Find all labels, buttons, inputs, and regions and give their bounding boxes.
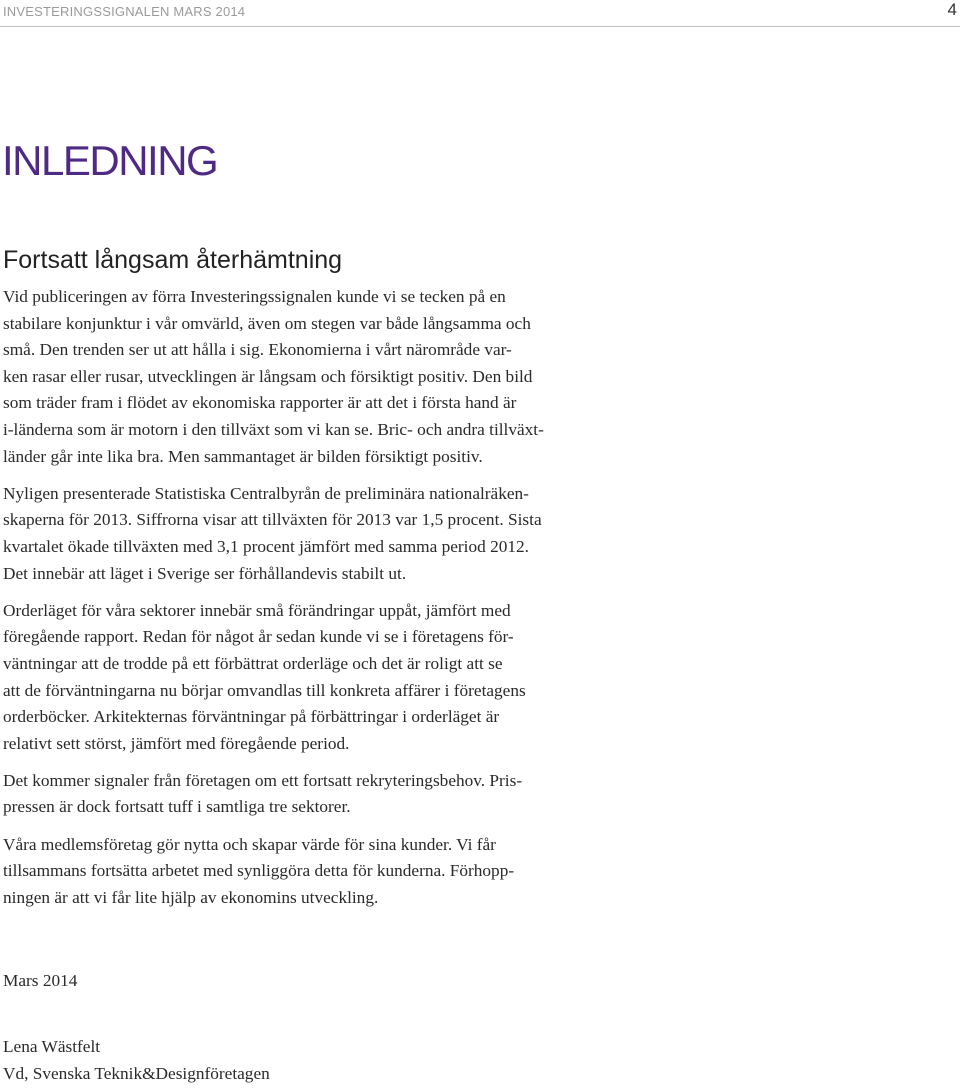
body-paragraph xyxy=(3,832,648,912)
paragraph-line: tillsammans fortsätta arbetet med synliggöra detta för kunderna. Förhopp- xyxy=(3,861,515,881)
body-paragraph xyxy=(3,481,648,587)
section-title: INLEDNING xyxy=(2,137,218,184)
paragraph-line: små. Den trenden ser ut att hålla i sig. Ekonomierna i vårt närområde var- xyxy=(3,340,512,360)
paragraph-line: föregående rapport. Redan för något år sedan kunde vi se i företagens för- xyxy=(3,627,514,647)
paragraph-line: som träder fram i flödet av ekonomiska rapporter är att det i första hand är xyxy=(3,393,517,413)
paragraph-line: ken rasar eller rusar, utvecklingen är långsam och försiktigt positiv. Den bild xyxy=(3,366,533,386)
paragraph-line: orderböcker. Arkitekternas förväntningar på förbättringar i orderläget är xyxy=(3,707,500,727)
paragraph-line: stabilare konjunktur i vår omvärld, även om stegen var både långsamma och xyxy=(3,313,531,333)
page-header xyxy=(0,0,960,27)
paragraph-line: att de förväntningarna nu börjar omvandlas till konkreta affärer i företagens xyxy=(3,680,526,700)
paragraph-line: Nyligen presenterade Statistiska Centralbyrån de preliminära nationalräken- xyxy=(3,483,529,503)
paragraph-line: väntningar att de trodde på ett förbättrat orderläge och det är roligt att se xyxy=(3,653,503,673)
body-paragraph xyxy=(3,768,648,821)
paragraph-line: kvartalet ökade tillväxten med 3,1 procent jämfört med samma period 2012. xyxy=(3,536,529,556)
paragraph-line: pressen är dock fortsatt tuff i samtliga tre sektorer. xyxy=(3,797,351,817)
paragraph-line: skaperna för 2013. Siffrorna visar att tillväxten för 2013 var 1,5 procent. Sista xyxy=(3,510,542,530)
signatory-name: Lena Wästfelt xyxy=(3,1037,101,1056)
article-heading: Fortsatt långsam återhämtning xyxy=(3,246,343,274)
paragraph-line: Våra medlemsföretag gör nytta och skapar värde för sina kunder. Vi får xyxy=(3,834,496,854)
paragraph-line: relativt sett störst, jämfört med föregående period. xyxy=(3,733,350,753)
signatory-role: Vd, Svenska Teknik&Designföretagen xyxy=(3,1064,270,1083)
paragraph-line: Det innebär att läget i Sverige ser förhållandevis stabilt ut. xyxy=(3,563,407,583)
body-paragraph xyxy=(3,598,648,758)
paragraph-line: ningen är att vi får lite hjälp av ekonomins utveckling. xyxy=(3,887,379,907)
paragraph-line: Vid publiceringen av förra Investeringssignalen kunde vi se tecken på en xyxy=(3,287,506,306)
article-body xyxy=(3,284,648,922)
paragraph-line: i-länderna som är motorn i den tillväxt som vi kan se. Bric- och andra tillväxt- xyxy=(3,419,544,439)
body-paragraph xyxy=(3,284,648,470)
paragraph-line: Det kommer signaler från företagen om ett fortsatt rekryteringsbehov. Pris- xyxy=(3,770,523,790)
closing-date: Mars 2014 xyxy=(3,971,78,990)
paragraph-line: Orderläget för våra sektorer innebär små förändringar uppåt, jämfört med xyxy=(3,600,511,620)
paragraph-line: länder går inte lika bra. Men sammantaget är bilden försiktigt positiv. xyxy=(3,446,483,466)
publication-title: INVESTERINGSSIGNALEN MARS 2014 xyxy=(3,4,246,19)
page-number: 4 xyxy=(947,0,957,19)
